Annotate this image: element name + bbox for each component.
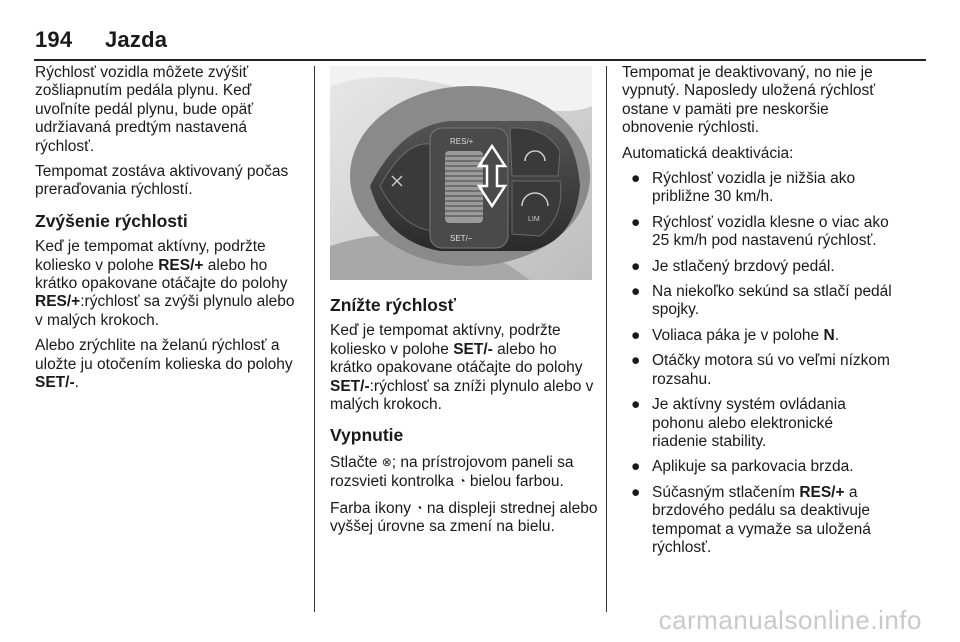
column-3 bbox=[622, 64, 892, 564]
paragraph: Alebo zrýchlite na želanú rýchlosť a uložte ju otočením kolieska do polohy SET/-. bbox=[35, 337, 293, 392]
cruise-control-icon: ◔ bbox=[415, 500, 423, 515]
column-1 bbox=[35, 64, 303, 400]
list-item: ● Aplikuje sa parkovacia brzda. bbox=[631, 458, 854, 476]
section-title: Jazda bbox=[105, 27, 168, 52]
list-item: ● Na niekoľko sekúnd sa stlačí pedál spojky. bbox=[631, 283, 892, 319]
list-item: ● Voliaca páka je v polohe N. bbox=[631, 326, 839, 344]
paragraph: Keď je tempomat aktívny, podržte koliesko v polohe RES/+ alebo ho krátko opakovane otáčajte do polohy RES/+:rýchlosť sa zvýši plynulo alebo v malých krokoch. bbox=[35, 238, 295, 329]
heading-decrease-speed: Znížte rýchlosť bbox=[330, 295, 457, 315]
deactivation-list bbox=[622, 170, 892, 557]
paragraph: Farba ikony ◔ na displeji strednej alebo vyššej úrovne sa zmení na bielu. bbox=[330, 499, 598, 536]
cruise-off-icon: ⊗ bbox=[381, 454, 392, 469]
lim-label: LIM bbox=[528, 216, 540, 223]
column-2 bbox=[330, 288, 598, 543]
paragraph: Stlačte ⊗; na prístrojovom paneli sa rozsvieti kontrolka ◔ bielou farbou. bbox=[330, 453, 574, 491]
list-item: ● Je aktívny systém ovládania pohonu alebo elektronické riadenie stability. bbox=[631, 396, 846, 450]
watermark: carmanualsonline.info bbox=[658, 605, 922, 635]
heading-switch-off: Vypnutie bbox=[330, 425, 404, 446]
page-number: 194 bbox=[35, 27, 73, 52]
column-divider-1 bbox=[314, 66, 315, 612]
paragraph: Keď je tempomat aktívny, podržte koliesko v polohe SET/- alebo ho krátko opakovane otáčajte do polohy SET/-:rýchlosť sa zníži plynulo alebo v malých krokoch. bbox=[330, 322, 594, 414]
list-item: ● Rýchlosť vozidla je nižšia ako približne 30 km/h. bbox=[631, 170, 856, 206]
steering-wheel-controls-image bbox=[330, 66, 592, 280]
column-divider-2 bbox=[606, 66, 607, 612]
paragraph: Rýchlosť vozidla môžete zvýšiť zošliapnutím pedála plynu. Keď uvoľníte pedál plynu, bude opäť udržiavaná predtým nastavená rýchlosť. bbox=[35, 64, 254, 155]
list-item: ● Otáčky motora sú vo veľmi nízkom rozsahu. bbox=[631, 352, 890, 388]
page-header bbox=[35, 27, 167, 53]
list-item: ● Súčasným stlačením RES/+ a brzdového pedálu sa deaktivuje tempomat a vymaže sa uložená rýchlosť. bbox=[631, 483, 871, 556]
list-item: ● Rýchlosť vozidla klesne o viac ako 25 km/h pod nastavenú rýchlosť. bbox=[631, 213, 889, 250]
res-label: RES/+ bbox=[450, 137, 474, 146]
paragraph: Automatická deaktivácia: bbox=[622, 144, 794, 162]
header-rule bbox=[34, 59, 926, 61]
paragraph: Tempomat zostáva aktivovaný počas preraďovania rýchlostí. bbox=[35, 163, 289, 199]
paragraph: Tempomat je deaktivovaný, no nie je vypnutý. Naposledy uložená rýchlosť ostane v pamäti pre neskoršie obnovenie rýchlosti. bbox=[622, 64, 876, 137]
list-item: ● Je stlačený brzdový pedál. bbox=[631, 257, 835, 275]
heading-increase-speed: Zvýšenie rýchlosti bbox=[35, 210, 188, 231]
set-label: SET/− bbox=[450, 234, 473, 243]
cruise-control-icon: ◔ bbox=[458, 474, 466, 489]
